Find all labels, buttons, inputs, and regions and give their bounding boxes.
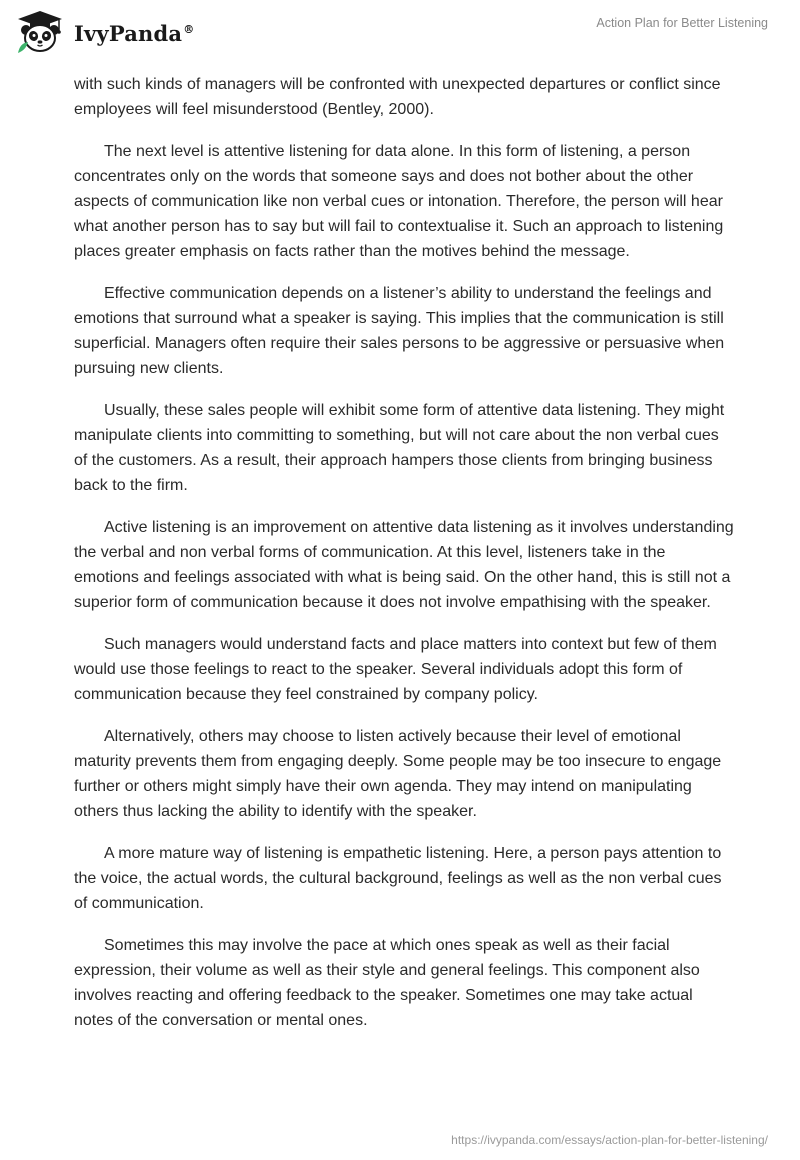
paragraph: Usually, these sales people will exhibit some form of attentive data listening. They might manipulate clients into committing to something, but will not care about the non verbal cues of the customers. As a result, their approach hampers those clients from bringing business back to the firm. — [74, 402, 725, 494]
brand-name: IvyPanda® — [74, 20, 195, 46]
paragraph: A more mature way of listening is empathetic listening. Here, a person pays attention to the voice, the actual words, the cultural background, feelings as well as the non verbal cues of communication. — [74, 845, 722, 912]
paragraph: Alternatively, others may choose to listen actively because their level of emotional maturity prevents them from engaging deeply. Some people may be too insecure to engage further or others might simply have their own agenda. They may intend on manipulating others thus lacking the ability to identify with the speaker. — [74, 728, 722, 820]
paragraph: Such managers would understand facts and place matters into context but few of them would use those feelings to react to the speaker. Several individuals adopt this form of communication because they feel constrained by company policy. — [74, 636, 717, 703]
ivypanda-logo[interactable] — [14, 8, 194, 56]
document-title: Action Plan for Better Listening — [596, 16, 768, 30]
panda-graduate-icon — [14, 9, 66, 55]
page-header — [0, 0, 800, 72]
source-url[interactable]: https://ivypanda.com/essays/action-plan-for-better-listening/ — [451, 1133, 768, 1147]
paragraph: with such kinds of managers will be confronted with unexpected departures or conflict since employees will feel misunderstood (Bentley, 2000). — [74, 76, 721, 118]
paragraph: Active listening is an improvement on attentive data listening as it involves understanding the verbal and non verbal forms of communication. At this level, listeners take in the emotions and feelings associated with what is being said. On the other hand, this is still not a superior form of communication because it does not involve empathising with the speaker. — [74, 519, 734, 611]
paragraph: Effective communication depends on a listener’s ability to understand the feelings and emotions that surround what a speaker is saying. This implies that the communication is still superficial. Managers often require their sales persons to be aggressive or persuasive when pursuing new clients. — [74, 285, 725, 377]
paragraph: Sometimes this may involve the pace at which ones speak as well as their facial expression, their volume as well as their style and general feelings. This component also involves reacting and offering feedback to the speaker. Sometimes one may take actual notes of the conversation or mental ones. — [74, 937, 700, 1029]
paragraph: The next level is attentive listening for data alone. In this form of listening, a person concentrates only on the words that someone says and does not bother about the other aspects of communication like non verbal cues or intonation. Therefore, the person will hear what another person has to say but will fail to contextualise it. Such an approach to listening places greater emphasis on facts rather than the motives behind the message. — [74, 143, 724, 260]
essay-body — [74, 72, 734, 1050]
